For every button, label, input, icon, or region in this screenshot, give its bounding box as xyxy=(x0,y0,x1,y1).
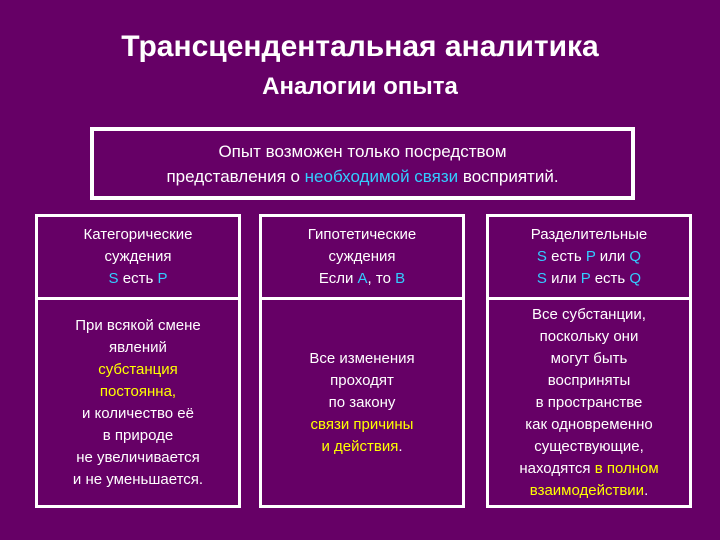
text-run: При всякой смене xyxy=(75,316,201,334)
text-run: могут быть xyxy=(550,349,628,367)
body-line xyxy=(532,304,646,326)
text-run: есть xyxy=(118,270,158,287)
body-line xyxy=(540,326,639,348)
principle-highlight: необходимой связи xyxy=(304,166,459,186)
text-run: проходят xyxy=(330,371,394,389)
header-line-2: суждения xyxy=(328,248,396,265)
highlighted-text: постоянна, xyxy=(99,382,177,400)
highlighted-text: B xyxy=(395,270,406,287)
column-header xyxy=(489,217,689,300)
body-line xyxy=(329,392,396,414)
text-run: и количество её xyxy=(82,404,194,422)
highlighted-text: взаимодействии xyxy=(529,481,645,499)
text-run: есть xyxy=(546,248,586,265)
highlighted-text: P xyxy=(157,270,168,287)
header-line-1: Категорические xyxy=(83,226,193,243)
body-line xyxy=(76,447,200,469)
text-run: и не уменьшается. xyxy=(72,470,204,488)
body-line xyxy=(75,315,201,337)
header-formula xyxy=(537,246,641,268)
body-line xyxy=(330,370,394,392)
text-run: или xyxy=(595,248,630,265)
column-header xyxy=(262,217,462,300)
text-run: в пространстве xyxy=(535,393,643,411)
column-body xyxy=(489,300,689,505)
header-line-1: Гипотетические xyxy=(307,226,417,243)
text-run: существующие, xyxy=(534,437,644,455)
header-formula xyxy=(319,268,405,290)
highlighted-text: S xyxy=(536,270,547,287)
body-line xyxy=(100,381,176,403)
highlighted-text: Q xyxy=(629,270,642,287)
column-body xyxy=(38,300,238,505)
text-run: . xyxy=(398,437,403,455)
slide-subtitle: Аналогии опыта xyxy=(262,73,458,100)
principle-text-part: восприятий. xyxy=(458,166,559,186)
text-run: не увеличивается xyxy=(76,448,200,466)
column-header xyxy=(38,217,238,300)
highlighted-text: в полном xyxy=(594,459,659,477)
text-run: Все субстанции, xyxy=(532,305,646,323)
body-line xyxy=(321,436,402,458)
text-run: в природе xyxy=(102,426,174,444)
body-line xyxy=(525,414,653,436)
highlighted-text: Q xyxy=(629,248,642,265)
text-run: Все изменения xyxy=(309,349,415,367)
column-disjunctive xyxy=(486,214,692,508)
body-line xyxy=(98,359,178,381)
principle-text-part: представления о xyxy=(166,166,305,186)
body-line xyxy=(82,403,194,425)
highlighted-text: связи причины xyxy=(310,415,414,433)
text-run: явлений xyxy=(109,338,167,356)
text-run: как одновременно xyxy=(525,415,653,433)
text-run: есть xyxy=(590,270,630,287)
body-line xyxy=(530,480,648,502)
highlighted-text: A xyxy=(357,270,368,287)
principle-line-2 xyxy=(166,164,558,189)
text-run: или xyxy=(546,270,581,287)
body-line xyxy=(519,458,658,480)
slide-title: Трансцендентальная аналитика xyxy=(121,30,599,63)
body-line xyxy=(311,414,414,436)
body-line xyxy=(109,337,167,359)
highlighted-text: P xyxy=(580,270,591,287)
body-line xyxy=(309,348,414,370)
highlighted-text: субстанция xyxy=(98,360,178,378)
header-formula xyxy=(109,268,168,290)
text-run: поскольку они xyxy=(539,327,639,345)
body-line xyxy=(103,425,173,447)
highlighted-text: S xyxy=(108,270,119,287)
column-body xyxy=(262,300,462,505)
text-run: . xyxy=(644,481,649,499)
header-line-1: Разделительные xyxy=(530,226,648,243)
column-hypothetical xyxy=(259,214,465,508)
body-line xyxy=(536,392,643,414)
highlighted-text: и действия xyxy=(321,437,399,455)
header-formula-2 xyxy=(537,268,641,290)
body-line xyxy=(548,370,631,392)
principle-box xyxy=(90,127,635,200)
body-line xyxy=(551,348,628,370)
highlighted-text: P xyxy=(585,248,596,265)
text-run: , то xyxy=(367,270,396,287)
header-line-2: суждения xyxy=(104,248,172,265)
text-run: Если xyxy=(318,270,358,287)
text-run: по закону xyxy=(328,393,396,411)
body-line xyxy=(534,436,644,458)
text-run: восприняты xyxy=(547,371,631,389)
highlighted-text: S xyxy=(536,248,547,265)
body-line xyxy=(73,469,203,491)
column-categorical xyxy=(35,214,241,508)
principle-text xyxy=(94,131,631,196)
text-run: находятся xyxy=(519,459,595,477)
principle-line-1: Опыт возможен только посредством xyxy=(218,141,507,161)
